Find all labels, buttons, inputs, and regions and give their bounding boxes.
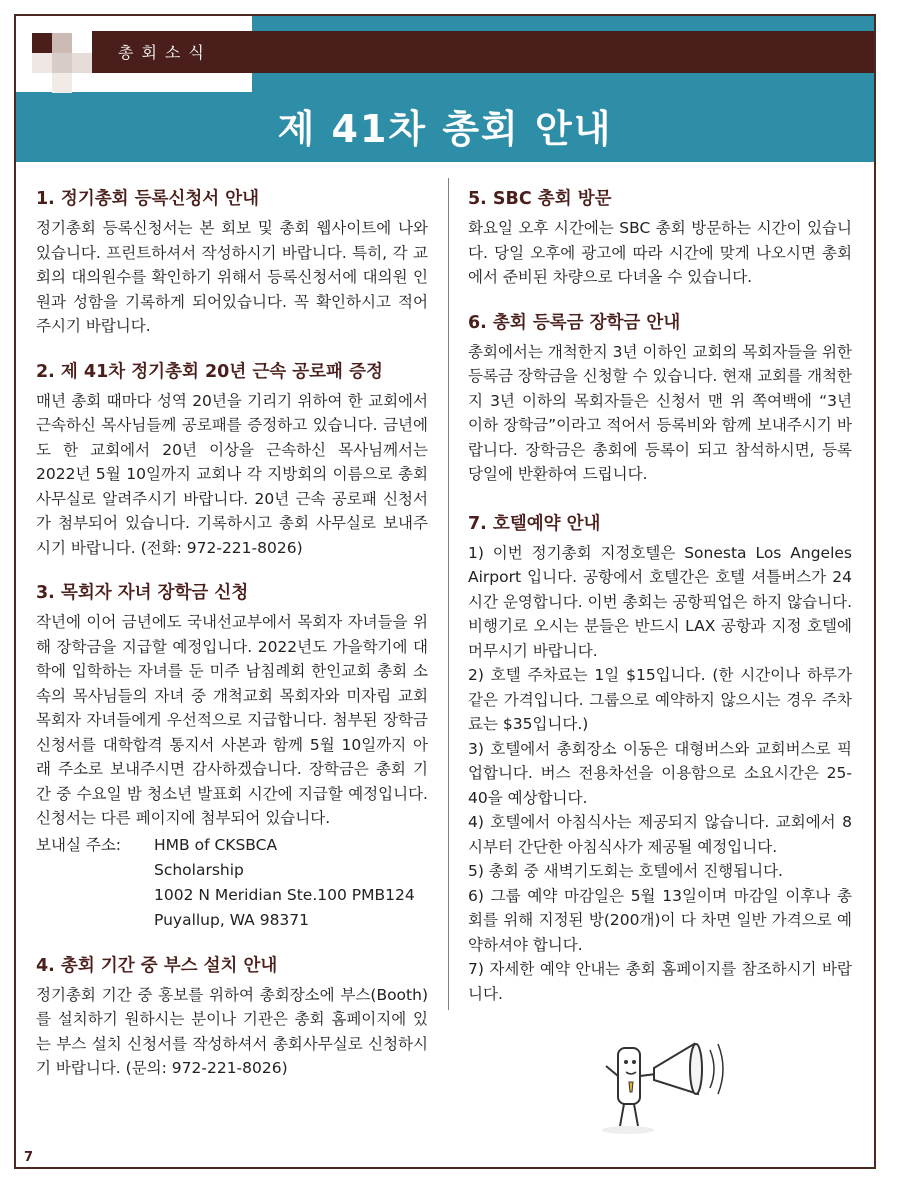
hotel-item: 3) 호텔에서 총회장소 이동은 대형버스와 교회버스로 픽업합니다. 버스 전용차선을 이용함으로 소요시간은 25-40을 예상합니다. [468,739,852,807]
address-lines [154,833,415,933]
decor-square [72,53,92,73]
hotel-item: 7) 자세한 예약 안내는 총회 홈페이지를 참조하시기 바랍니다. [468,960,852,1003]
right-column [468,186,852,1026]
section-heading: 5. SBC 총회 방문 [468,189,612,209]
megaphone-character-icon [598,1026,728,1136]
section-award [36,359,428,561]
decor-square [32,53,52,73]
decor-square [52,33,72,53]
section-body: 총회에서는 개척한지 3년 이하인 교회의 목회자들을 위한 등록금 장학금을 신청할 수 있습니다. 현재 교회를 개척한지 3년 이하의 목회자들은 신청서 맨 위 쪽여백에 “3년 이하 장학금”이라고 적어서 등록비와 함께 보내주시기 바랍니다. 장학금은 총회에 등록이 되고 참석하시면, 등록 당일에 반환하여 드립니다. [468,342,852,483]
hotel-item: 2) 호텔 주차료는 1일 $15입니다. (한 시간이나 하루가 같은 가격입니다. 그룹으로 예약하지 않으시는 경우 주차료는 $35입니다.) [468,666,852,733]
hotel-item: 6) 그룹 예약 마감일은 5월 13일이며 마감일 이후나 총회를 위해 지정된 방(200개)이 다 차면 일반 가격으로 예약하셔야 합니다. [468,886,852,954]
section-registration [36,186,428,339]
address-line: HMB of CKSBCA [154,835,278,854]
section-heading: 6. 총회 등록금 장학금 안내 [468,312,681,333]
mailing-address [36,833,428,933]
hotel-item: 4) 호텔에서 아침식사는 제공되지 않습니다. 교회에서 8시부터 간단한 아침식사가 제공될 예정입니다. [468,813,852,856]
address-line: Scholarship [154,860,244,879]
section-body: 정기총회 기간 중 홍보를 위하여 총회장소에 부스(Booth)를 설치하기 원하시는 분이나 기관은 총회 홈페이지에 있는 부스 설치 신청서를 작성하셔서 총회사무실로 신청하시기 바랍니다. (문의: 972-221-8026) [36,985,428,1077]
section-body: 작년에 이어 금년에도 국내선교부에서 목회자 자녀들을 위해 장학금을 지급할 예정입니다. 2022년도 가을학기에 대학에 입학하는 자녀를 둔 미주 남침례회 한인교회 총회 소속의 목사님들의 자녀 중 개척교회 목회자와 미자립 교회 목회자 자녀들에게 우선적으로 지급합니다. 첨부된 장학금 신청서를 대학합격 통지서 사본과 함께 5월 10일까지 아래 주소로 보내주시면 감사하겠습니다. 장학금은 총회 기간 중 수요일 밤 청소년 발표회 시간에 지급할 예정입니다. 신청서는 다른 페이지에 첨부되어 있습니다. [36,613,428,827]
section-body: 매년 총회 때마다 성역 20년을 기리기 위하여 한 교회에서 근속하신 목사님들께 공로패를 증정하고 있습니다. 금년에도 한 교회에서 20년 이상을 근속하신 목사님께서는 2022년 5월 10일까지 교회나 각 지방회의 이름으로 총회 사무실로 알려주시기 바랍니다. 20년 근속 공로패 신청서가 첨부되어 있습니다. 기록하시고 총회 사무실로 보내주시기 바랍니다. (전화: 972-221-8026) [36,391,428,557]
section-label: 총회소식 [118,43,212,62]
address-line: 1002 N Meridian Ste.100 PMB124 [154,885,415,904]
decor-square [52,53,72,73]
address-label: 보내실 주소: [36,835,122,854]
column-divider [448,178,449,1010]
section-body: 정기총회 등록신청서는 본 회보 및 총회 웹사이트에 나와있습니다. 프린트하셔서 작성하시기 바랍니다. 특히, 각 교회의 대의원수를 확인하기 위해서 등록신청서에 대의원 인원과 성함을 기록하게 되어있습니다. 꼭 확인하시고 적어주시기 바랍니다. [36,219,428,335]
section-booth [36,953,428,1081]
address-line: Puyallup, WA 98371 [154,910,310,929]
hotel-item: 1) 이번 정기총회 지정호텔은 Sonesta Los Angeles Airport 입니다. 공항에서 호텔간은 호텔 셔틀버스가 24시간 운영합니다. 이번 총회는 공항픽업은 하지 않습니다. 비행기로 오시는 분들은 반드시 LAX 공항과 지정 호텔에 머무시기 바랍니다. [468,543,852,660]
left-column [36,186,428,1101]
section-body: 화요일 오후 시간에는 SBC 총회 방문하는 시간이 있습니다. 당일 오후에 광고에 따라 시간에 맞게 나오시면 총회에서 준비된 차량으로 다녀올 수 있습니다. [468,219,852,286]
section-heading: 3. 목회자 자녀 장학금 신청 [36,583,249,603]
decor-square [52,73,72,93]
section-heading: 7. 호텔예약 안내 [468,513,601,534]
section-heading: 4. 총회 기간 중 부스 설치 안내 [36,955,278,976]
page-number: 7 [24,1150,34,1165]
page-title: 제 41차 총회 안내 [277,107,613,151]
section-heading: 2. 제 41차 정기총회 20년 근속 공로패 증정 [36,361,383,382]
section-heading: 1. 정기총회 등록신청서 안내 [36,189,260,209]
section-hotel [468,511,852,1007]
section-tuition [468,310,852,487]
section-sbc-visit [468,186,852,290]
hotel-item: 5) 총회 중 새벽기도회는 호텔에서 진행됩니다. [468,862,783,880]
section-scholarship [36,580,428,933]
decor-square [32,33,52,53]
